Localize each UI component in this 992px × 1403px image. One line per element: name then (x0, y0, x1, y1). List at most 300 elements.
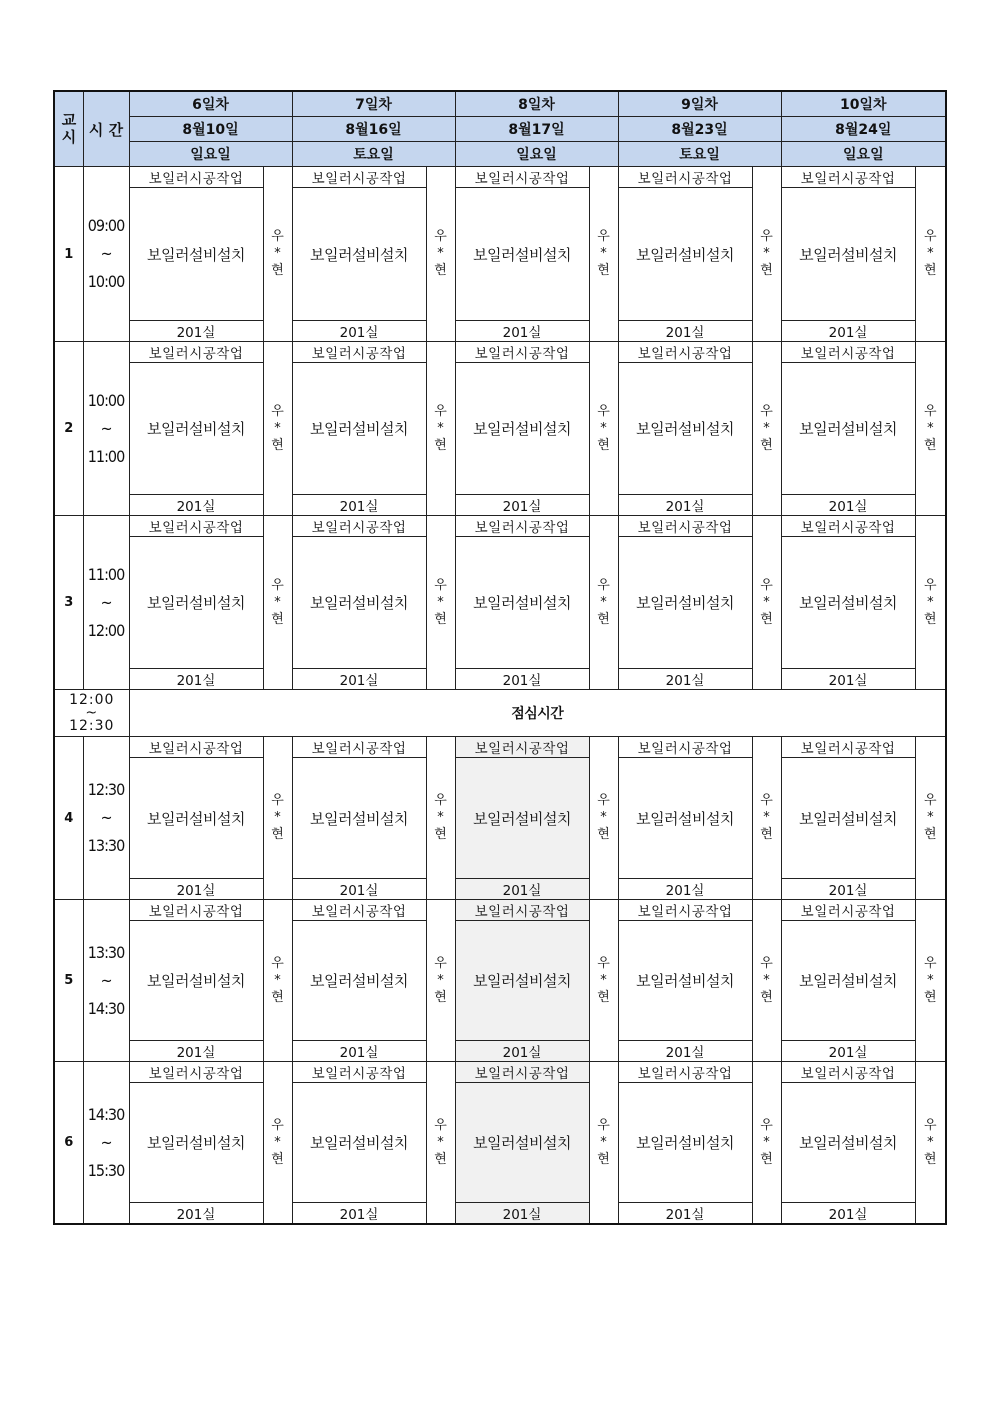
time-sep: ~ (100, 1132, 112, 1152)
room-cell: 201실 (455, 321, 589, 342)
topic-cell: 보일러시공작업 (455, 167, 589, 188)
subject-cell: 보일러설비설치 (781, 1083, 915, 1203)
room-cell: 201실 (781, 1041, 915, 1062)
instructor-char: 우 (760, 793, 773, 808)
room-cell: 201실 (781, 879, 915, 900)
time-start: 12:30 (87, 780, 125, 799)
instructor-cell (915, 900, 946, 1062)
time-end: 10:00 (87, 272, 125, 291)
date-header: 8월23일 (618, 117, 781, 142)
instructor-char: 현 (924, 1151, 937, 1167)
time-sep: ~ (100, 418, 112, 438)
instructor-char: * (274, 1134, 281, 1150)
instructor-char: * (600, 1134, 607, 1150)
instructor-char: 현 (597, 263, 610, 278)
topic-cell: 보일러시공작업 (781, 167, 915, 188)
day-number-header: 6일차 (129, 91, 292, 117)
topic-cell: 보일러시공작업 (292, 900, 426, 921)
period-row (54, 669, 946, 690)
period-row (54, 737, 946, 758)
period-row (54, 1062, 946, 1083)
instructor-cell (752, 516, 781, 690)
instructor-char: 우 (760, 1117, 773, 1133)
period-row (54, 758, 946, 879)
instructor-char: 우 (760, 229, 773, 244)
time-header: 시 간 (83, 91, 129, 167)
instructor-name (597, 228, 610, 279)
subject-cell: 보일러설비설치 (781, 537, 915, 669)
instructor-char: 현 (271, 827, 284, 842)
instructor-char: 현 (924, 989, 937, 1005)
time-end: 14:30 (87, 998, 125, 1018)
instructor-char: 우 (597, 403, 610, 419)
period-number: 4 (54, 737, 83, 900)
instructor-char: 우 (924, 229, 937, 244)
subject-cell: 보일러설비설치 (129, 363, 263, 495)
instructor-char: 우 (924, 403, 937, 419)
room-cell: 201실 (618, 879, 752, 900)
instructor-name (760, 577, 773, 628)
instructor-cell (915, 167, 946, 342)
instructor-char: 현 (434, 989, 447, 1005)
room-cell: 201실 (781, 321, 915, 342)
instructor-char: * (763, 420, 770, 436)
subject-cell: 보일러설비설치 (618, 1083, 752, 1203)
room-cell: 201실 (129, 1041, 263, 1062)
instructor-char: 현 (597, 437, 610, 453)
instructor-cell (915, 1062, 946, 1225)
instructor-char: * (437, 1134, 444, 1150)
subject-cell: 보일러설비설치 (618, 188, 752, 321)
topic-cell: 보일러시공작업 (455, 342, 589, 363)
instructor-char: * (274, 246, 281, 261)
date-header: 8월10일 (129, 117, 292, 142)
room-cell: 201실 (129, 1203, 263, 1225)
time-sep: ~ (100, 970, 112, 990)
room-cell: 201실 (618, 669, 752, 690)
room-cell: 201실 (618, 1203, 752, 1225)
instructor-name (271, 403, 284, 454)
instructor-char: * (763, 246, 770, 261)
topic-cell: 보일러시공작업 (129, 1062, 263, 1083)
time-cell (83, 342, 129, 516)
instructor-cell (915, 516, 946, 690)
instructor-name (597, 792, 610, 843)
instructor-char: 현 (760, 1151, 773, 1167)
subject-cell: 보일러설비설치 (455, 188, 589, 321)
time-cell (83, 516, 129, 690)
day-number-header: 9일차 (618, 91, 781, 117)
instructor-char: * (437, 420, 444, 436)
topic-cell: 보일러시공작업 (129, 516, 263, 537)
day-number-header: 7일차 (292, 91, 455, 117)
instructor-cell (263, 1062, 292, 1225)
lunch-end: 12:30 (69, 717, 115, 734)
topic-cell: 보일러시공작업 (455, 1062, 589, 1083)
weekday-header: 일요일 (781, 142, 946, 167)
instructor-cell (589, 342, 618, 516)
instructor-char: 우 (434, 1117, 447, 1133)
time-sep: ~ (100, 808, 112, 827)
room-cell: 201실 (781, 669, 915, 690)
subject-cell: 보일러설비설치 (618, 758, 752, 879)
instructor-name (597, 955, 610, 1006)
instructor-name (924, 403, 937, 454)
instructor-name (271, 228, 284, 279)
room-cell: 201실 (618, 1041, 752, 1062)
period-row (54, 516, 946, 537)
instructor-char: * (600, 810, 607, 825)
time-sep: ~ (100, 244, 112, 263)
room-cell: 201실 (455, 879, 589, 900)
schedule-body (54, 167, 946, 1225)
instructor-name (434, 1117, 447, 1168)
instructor-name (434, 403, 447, 454)
instructor-char: 현 (434, 437, 447, 453)
weekday-header: 토요일 (618, 142, 781, 167)
topic-cell: 보일러시공작업 (781, 737, 915, 758)
instructor-char: * (927, 972, 934, 988)
subject-cell: 보일러설비설치 (292, 1083, 426, 1203)
instructor-char: 우 (434, 403, 447, 419)
instructor-char: 현 (760, 437, 773, 453)
topic-cell: 보일러시공작업 (455, 900, 589, 921)
room-cell: 201실 (455, 1203, 589, 1225)
room-cell: 201실 (781, 495, 915, 516)
time-start: 14:30 (87, 1104, 125, 1124)
instructor-char: 현 (597, 989, 610, 1005)
instructor-char: * (437, 972, 444, 988)
weekday-header: 토요일 (292, 142, 455, 167)
instructor-name (760, 228, 773, 279)
subject-cell: 보일러설비설치 (781, 758, 915, 879)
subject-cell: 보일러설비설치 (292, 188, 426, 321)
instructor-cell (752, 900, 781, 1062)
time-cell (83, 167, 129, 342)
instructor-cell (589, 1062, 618, 1225)
subject-cell: 보일러설비설치 (129, 537, 263, 669)
instructor-char: 우 (760, 955, 773, 971)
instructor-name (271, 1117, 284, 1168)
room-cell: 201실 (292, 879, 426, 900)
instructor-char: * (600, 420, 607, 436)
instructor-cell (589, 516, 618, 690)
instructor-char: 우 (924, 577, 937, 593)
instructor-name (271, 577, 284, 628)
topic-cell: 보일러시공작업 (292, 342, 426, 363)
subject-cell: 보일러설비설치 (455, 363, 589, 495)
instructor-name (434, 792, 447, 843)
period-number: 5 (54, 900, 83, 1062)
instructor-cell (752, 167, 781, 342)
instructor-name (924, 1117, 937, 1168)
period-number: 3 (54, 516, 83, 690)
time-end: 12:00 (87, 620, 125, 640)
topic-cell: 보일러시공작업 (129, 167, 263, 188)
instructor-char: 우 (924, 955, 937, 971)
instructor-cell (752, 1062, 781, 1225)
instructor-char: 현 (271, 1151, 284, 1167)
subject-cell: 보일러설비설치 (292, 921, 426, 1041)
instructor-cell (263, 900, 292, 1062)
subject-cell: 보일러설비설치 (618, 537, 752, 669)
instructor-char: 현 (434, 611, 447, 627)
time-start: 11:00 (87, 564, 125, 584)
period-number: 2 (54, 342, 83, 516)
instructor-char: 현 (434, 827, 447, 842)
instructor-char: 우 (434, 229, 447, 244)
period-row (54, 900, 946, 921)
instructor-char: * (927, 1134, 934, 1150)
instructor-char: 우 (271, 229, 284, 244)
instructor-cell (589, 167, 618, 342)
subject-cell: 보일러설비설치 (618, 363, 752, 495)
topic-cell: 보일러시공작업 (292, 167, 426, 188)
instructor-char: * (927, 594, 934, 610)
instructor-char: 우 (760, 403, 773, 419)
instructor-char: * (437, 594, 444, 610)
instructor-char: * (763, 594, 770, 610)
subject-cell: 보일러설비설치 (129, 188, 263, 321)
topic-cell: 보일러시공작업 (618, 737, 752, 758)
instructor-name (434, 228, 447, 279)
subject-cell: 보일러설비설치 (455, 758, 589, 879)
subject-cell: 보일러설비설치 (129, 1083, 263, 1203)
instructor-char: * (927, 420, 934, 436)
topic-cell: 보일러시공작업 (292, 1062, 426, 1083)
instructor-char: 현 (760, 263, 773, 278)
instructor-char: 우 (597, 793, 610, 808)
instructor-char: 우 (597, 1117, 610, 1133)
instructor-cell (589, 900, 618, 1062)
instructor-cell (915, 737, 946, 900)
instructor-char: 우 (760, 577, 773, 593)
topic-cell: 보일러시공작업 (618, 516, 752, 537)
instructor-char: * (763, 1134, 770, 1150)
instructor-cell (426, 737, 455, 900)
subject-cell: 보일러설비설치 (781, 363, 915, 495)
instructor-char: 현 (434, 1151, 447, 1167)
period-row (54, 537, 946, 669)
instructor-char: * (274, 420, 281, 436)
instructor-cell (426, 167, 455, 342)
instructor-char: * (437, 246, 444, 261)
instructor-char: * (274, 594, 281, 610)
instructor-name (760, 403, 773, 454)
time-cell (83, 737, 129, 900)
topic-cell: 보일러시공작업 (129, 900, 263, 921)
instructor-char: 현 (924, 437, 937, 453)
instructor-char: 현 (597, 827, 610, 842)
room-cell: 201실 (292, 1203, 426, 1225)
room-cell: 201실 (455, 669, 589, 690)
room-cell: 201실 (618, 321, 752, 342)
instructor-cell (263, 342, 292, 516)
time-end: 13:30 (87, 836, 125, 855)
time-sep: ~ (100, 592, 112, 612)
time-start: 13:30 (87, 942, 125, 962)
topic-cell: 보일러시공작업 (618, 1062, 752, 1083)
instructor-char: 현 (434, 263, 447, 278)
day-number-header: 10일차 (781, 91, 946, 117)
instructor-name (924, 228, 937, 279)
instructor-char: 우 (271, 793, 284, 808)
room-cell: 201실 (292, 1041, 426, 1062)
instructor-name (597, 403, 610, 454)
instructor-cell (426, 516, 455, 690)
instructor-char: 우 (597, 577, 610, 593)
room-cell: 201실 (781, 1203, 915, 1225)
instructor-char: 현 (924, 827, 937, 842)
room-cell: 201실 (292, 321, 426, 342)
period-row (54, 342, 946, 363)
date-header: 8월16일 (292, 117, 455, 142)
instructor-char: 우 (597, 955, 610, 971)
instructor-char: 현 (924, 263, 937, 278)
time-end: 11:00 (87, 446, 125, 466)
instructor-char: 우 (271, 1117, 284, 1133)
instructor-name (271, 792, 284, 843)
instructor-char: 우 (434, 577, 447, 593)
instructor-char: 우 (924, 1117, 937, 1133)
instructor-char: 현 (597, 611, 610, 627)
period-row (54, 321, 946, 342)
room-cell: 201실 (129, 321, 263, 342)
instructor-char: * (600, 594, 607, 610)
lunch-time-cell (54, 690, 129, 737)
instructor-name (760, 955, 773, 1006)
instructor-char: 현 (760, 611, 773, 627)
instructor-name (924, 792, 937, 843)
instructor-cell (263, 737, 292, 900)
instructor-name (760, 1117, 773, 1168)
weekday-header: 일요일 (129, 142, 292, 167)
instructor-cell (426, 900, 455, 1062)
period-row (54, 363, 946, 495)
room-cell: 201실 (129, 495, 263, 516)
subject-cell: 보일러설비설치 (292, 537, 426, 669)
instructor-char: 현 (271, 611, 284, 627)
instructor-name (434, 577, 447, 628)
topic-cell: 보일러시공작업 (618, 900, 752, 921)
subject-cell: 보일러설비설치 (781, 188, 915, 321)
instructor-char: 현 (271, 437, 284, 453)
time-cell (83, 1062, 129, 1225)
topic-cell: 보일러시공작업 (781, 1062, 915, 1083)
instructor-char: 우 (271, 403, 284, 419)
room-cell: 201실 (455, 1041, 589, 1062)
instructor-name (760, 792, 773, 843)
instructor-char: 우 (434, 793, 447, 808)
period-row (54, 921, 946, 1041)
subject-cell: 보일러설비설치 (455, 921, 589, 1041)
instructor-char: 현 (924, 611, 937, 627)
lunch-row (54, 690, 946, 737)
instructor-char: * (600, 972, 607, 988)
period-row (54, 879, 946, 900)
instructor-name (434, 955, 447, 1006)
time-start: 09:00 (87, 216, 125, 235)
instructor-cell (752, 342, 781, 516)
topic-cell: 보일러시공작업 (781, 900, 915, 921)
instructor-char: 현 (760, 827, 773, 842)
instructor-char: * (274, 972, 281, 988)
topic-cell: 보일러시공작업 (129, 342, 263, 363)
period-row (54, 495, 946, 516)
weekday-header: 일요일 (455, 142, 618, 167)
topic-cell: 보일러시공작업 (781, 342, 915, 363)
topic-cell: 보일러시공작업 (129, 737, 263, 758)
period-row (54, 1203, 946, 1225)
instructor-char: * (437, 810, 444, 825)
instructor-char: 우 (924, 793, 937, 808)
lunch-sep: ~ (85, 704, 99, 721)
period-row (54, 1041, 946, 1062)
instructor-cell (263, 167, 292, 342)
period-row (54, 1083, 946, 1203)
topic-cell: 보일러시공작업 (618, 167, 752, 188)
subject-cell: 보일러설비설치 (129, 921, 263, 1041)
instructor-char: * (274, 810, 281, 825)
instructor-char: * (763, 972, 770, 988)
period-number: 6 (54, 1062, 83, 1225)
room-cell: 201실 (292, 495, 426, 516)
instructor-char: 우 (597, 229, 610, 244)
period-row (54, 188, 946, 321)
instructor-cell (263, 516, 292, 690)
lunch-label: 점심시간 (129, 690, 946, 737)
instructor-char: * (763, 810, 770, 825)
time-cell (83, 900, 129, 1062)
instructor-name (924, 955, 937, 1006)
topic-cell: 보일러시공작업 (292, 516, 426, 537)
room-cell: 201실 (455, 495, 589, 516)
instructor-name (271, 955, 284, 1006)
subject-cell: 보일러설비설치 (455, 1083, 589, 1203)
room-cell: 201실 (129, 669, 263, 690)
instructor-char: * (927, 246, 934, 261)
instructor-name (924, 577, 937, 628)
topic-cell: 보일러시공작업 (455, 516, 589, 537)
schedule-table (53, 90, 947, 1225)
time-end: 15:30 (87, 1160, 125, 1180)
day-number-header: 8일차 (455, 91, 618, 117)
room-cell: 201실 (129, 879, 263, 900)
period-header: 교시 (54, 91, 83, 167)
subject-cell: 보일러설비설치 (292, 758, 426, 879)
lunch-start: 12:00 (69, 691, 115, 708)
instructor-char: 우 (434, 955, 447, 971)
topic-cell: 보일러시공작업 (455, 737, 589, 758)
room-cell: 201실 (618, 495, 752, 516)
instructor-char: 현 (597, 1151, 610, 1167)
instructor-cell (752, 737, 781, 900)
period-row (54, 167, 946, 188)
room-cell: 201실 (292, 669, 426, 690)
date-header: 8월17일 (455, 117, 618, 142)
subject-cell: 보일러설비설치 (618, 921, 752, 1041)
subject-cell: 보일러설비설치 (292, 363, 426, 495)
instructor-char: 우 (271, 577, 284, 593)
instructor-cell (915, 342, 946, 516)
instructor-char: 현 (271, 989, 284, 1005)
instructor-char: * (600, 246, 607, 261)
subject-cell: 보일러설비설치 (455, 537, 589, 669)
period-number: 1 (54, 167, 83, 342)
topic-cell: 보일러시공작업 (781, 516, 915, 537)
instructor-cell (589, 737, 618, 900)
instructor-char: * (927, 810, 934, 825)
